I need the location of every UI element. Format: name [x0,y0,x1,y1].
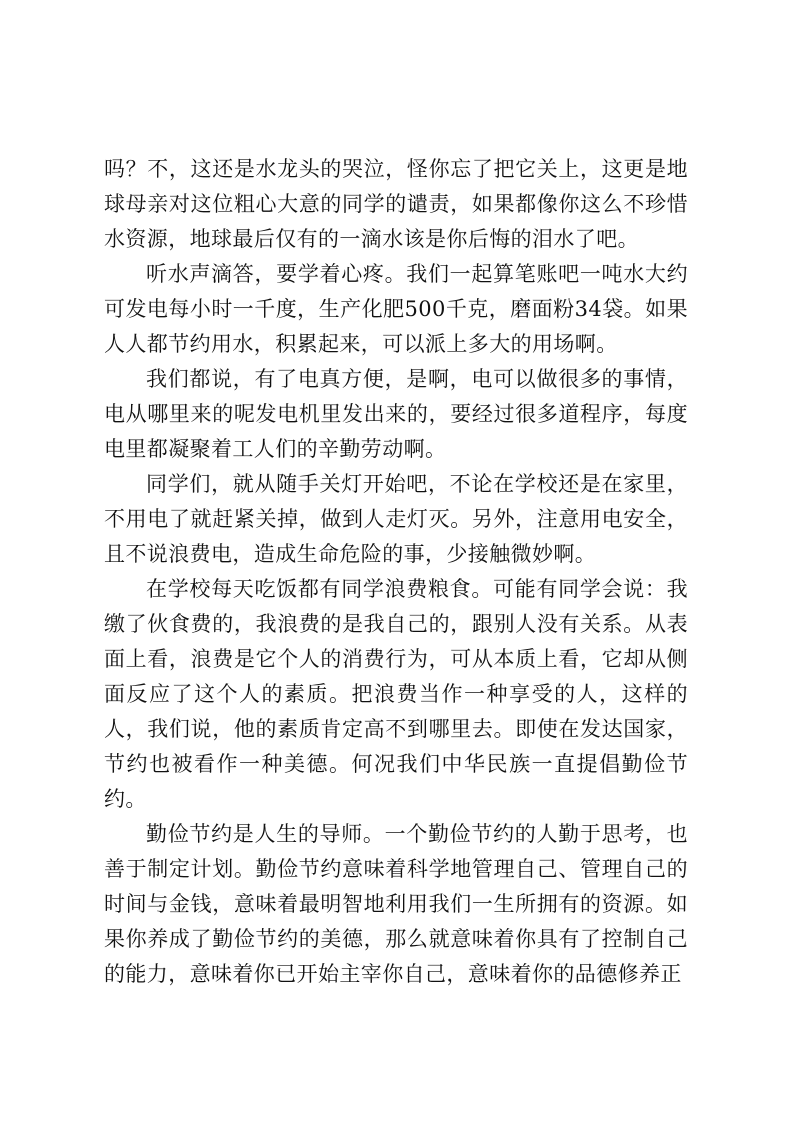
paragraph-food-waste: 在学校每天吃饭都有同学浪费粮食。可能有同学会说：我缴了伙食费的，我浪费的是我自己的，跟别人没有关系。从表面上看，浪费是它个人的消费行为，可从本质上看，它却从侧面反应了这个人的素质。把浪费当作一种享受的人，这样的人，我们说，他的素质肯定高不到哪里去。即使在发达国家，节约也被看作一种美德。何况我们中华民族一直提倡勤俭节约。 [104,577,688,811]
document-body [104,152,688,992]
paragraph-electricity: 我们都说，有了电真方便，是啊，电可以做很多的事情，电从哪里来的呢发电机里发出来的，要经过很多道程序，每度电里都凝聚着工人们的辛勤劳动啊。 [104,367,688,461]
paragraph-continued: 吗？不，这还是水龙头的哭泣，怪你忘了把它关上，这更是地球母亲对这位粗心大意的同学的谴责，如果都像你这么不珍惜水资源，地球最后仅有的一滴水该是你后悔的泪水了吧。 [104,157,688,251]
paragraph-turn-off-lights: 同学们，就从随手关灯开始吧，不论在学校还是在家里，不用电了就赶紧关掉，做到人走灯灭。另外，注意用电安全，且不说浪费电，造成生命危险的事，少接触微妙啊。 [104,472,688,566]
paragraph-thrift-virtue: 勤俭节约是人生的导师。一个勤俭节约的人勤于思考，也善于制定计划。勤俭节约意味着科学地管理自己、管理自己的时间与金钱，意味着最明智地利用我们一生所拥有的资源。如果你养成了勤俭节约的美德，那么就意味着你具有了控制自己的能力，意味着你已开始主宰你自己，意味着你的品德修养正 [104,822,688,986]
paragraph-water-saving: 听水声滴答，要学着心疼。我们一起算笔账吧一吨水大约可发电每小时一千度，生产化肥500千克，磨面粉34袋。如果人人都节约用水，积累起来，可以派上多大的用场啊。 [104,262,688,356]
